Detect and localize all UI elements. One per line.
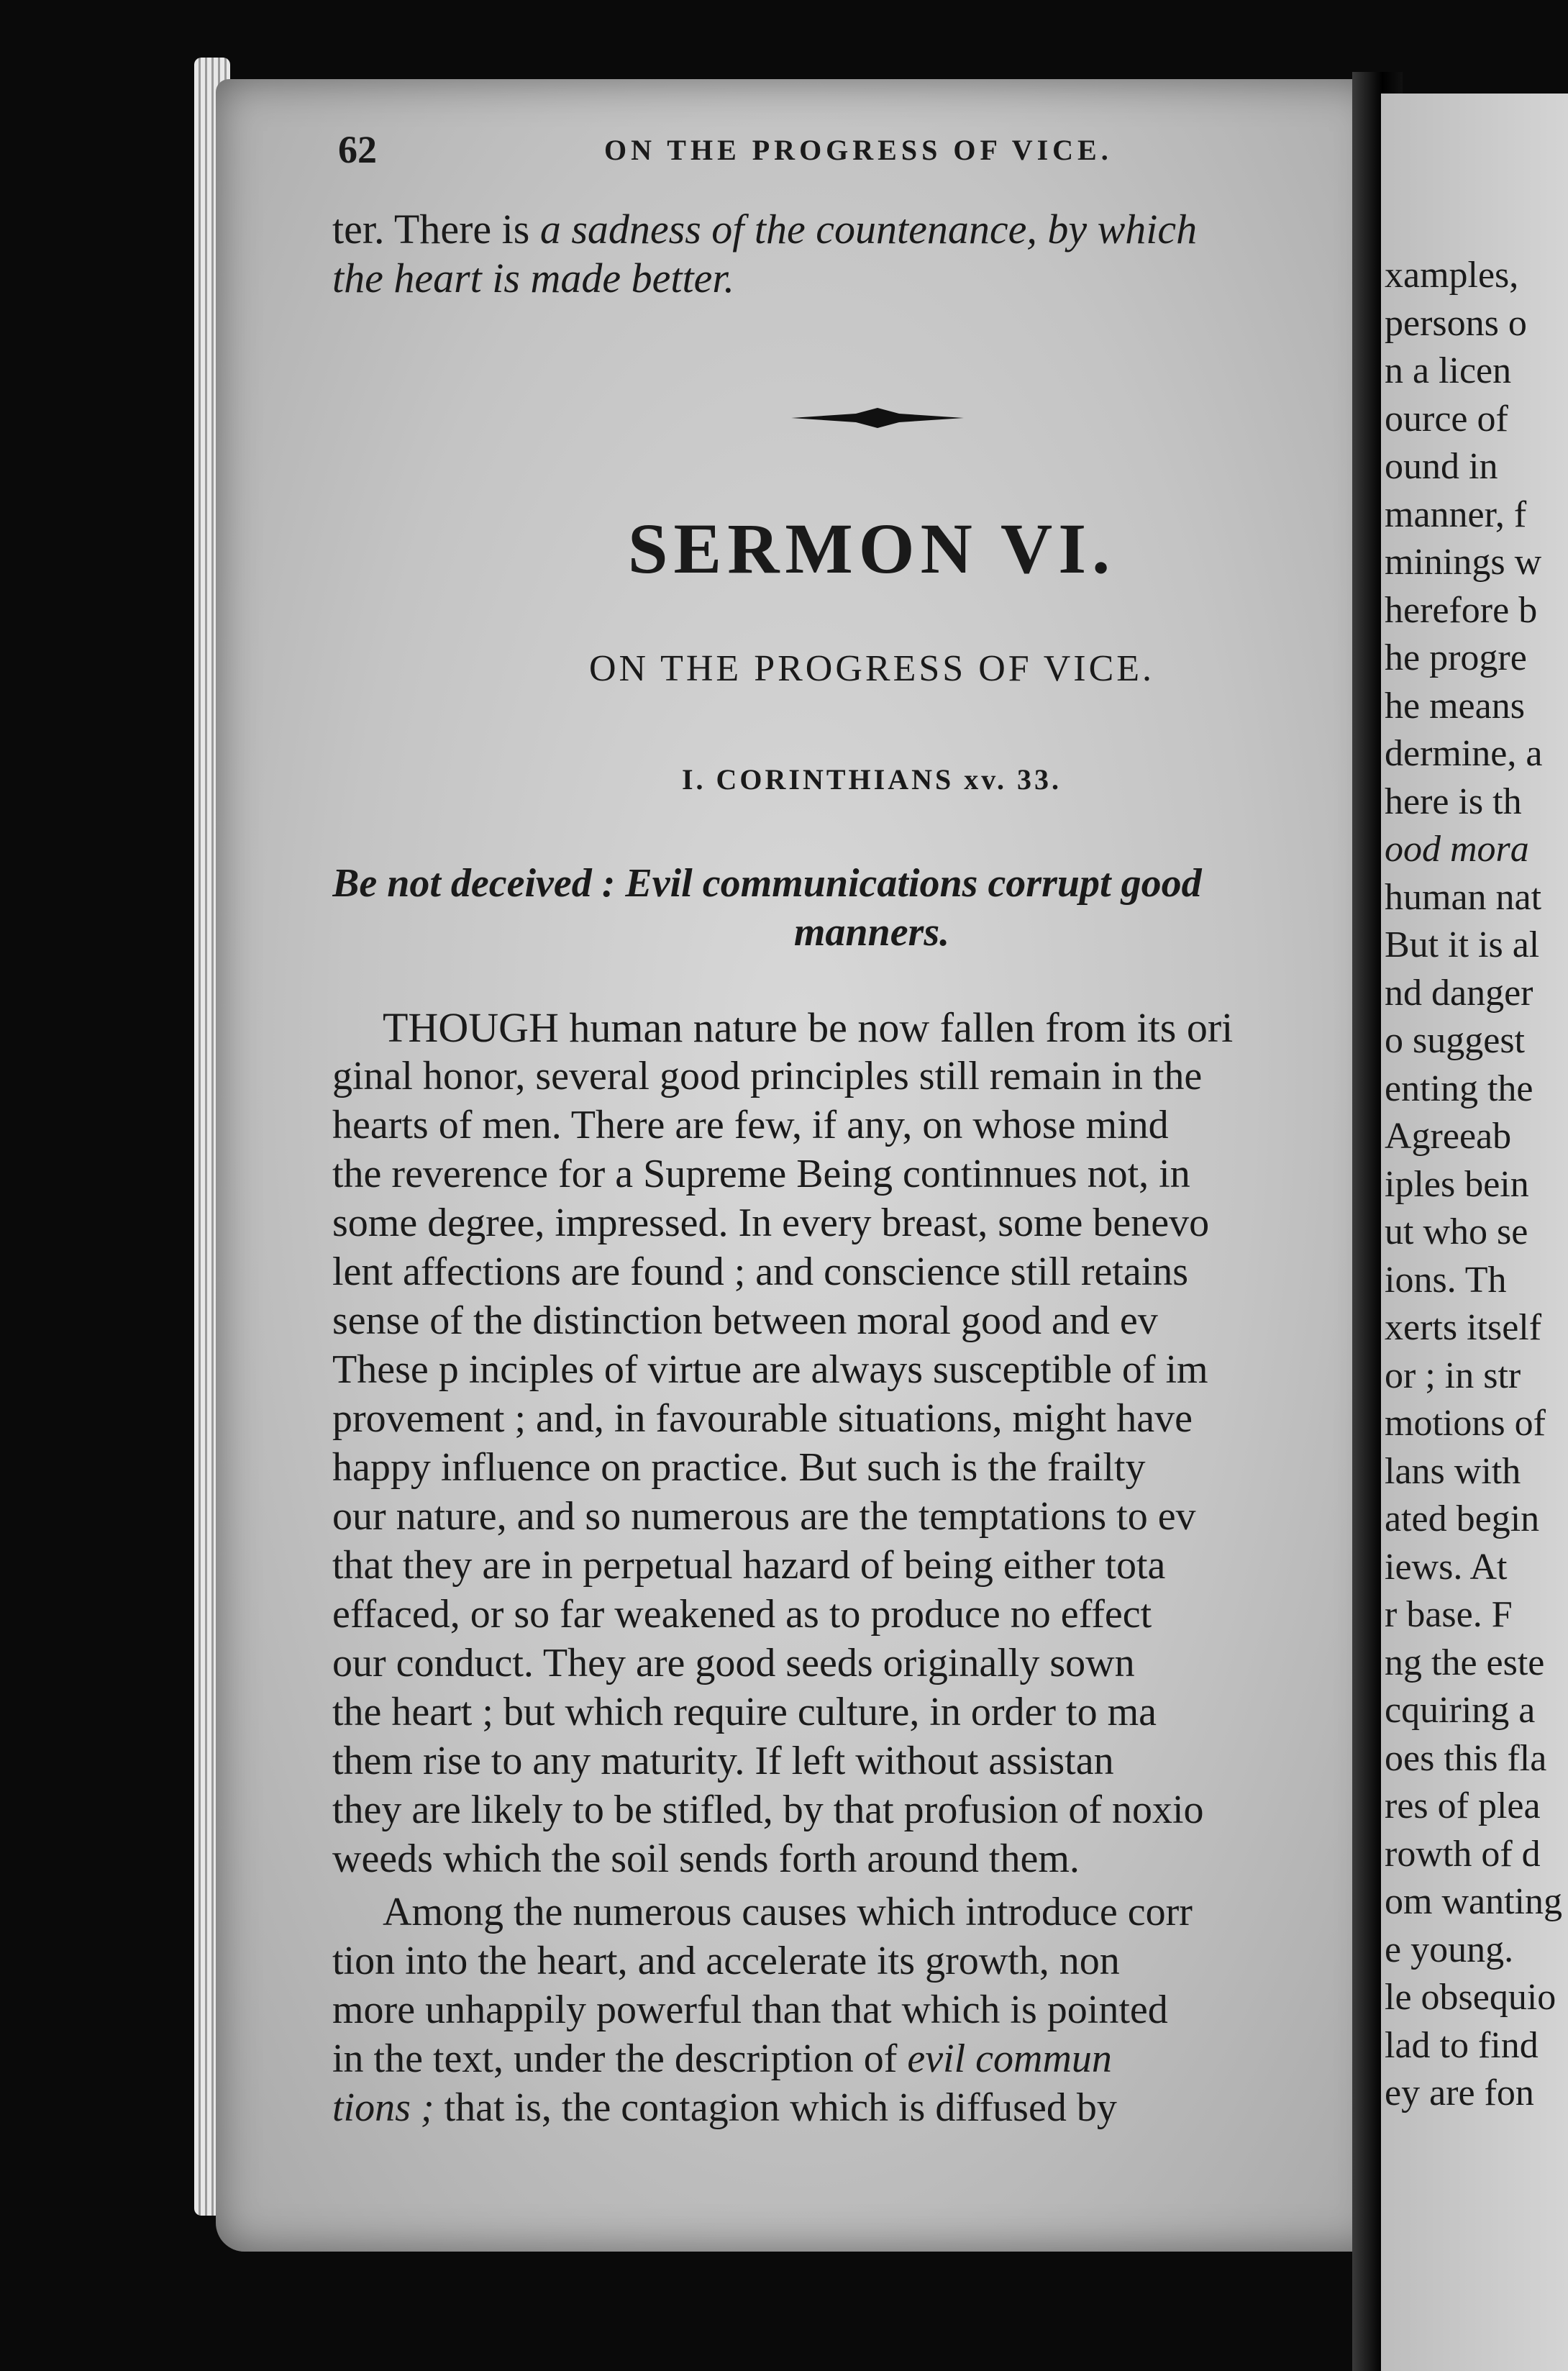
right-page-line: rowth of d: [1385, 1833, 1541, 1875]
right-page-line: oes this fla: [1385, 1737, 1547, 1779]
right-page-line: o suggest: [1385, 1020, 1525, 1061]
text-line: the heart is made better.: [332, 255, 734, 301]
text-line: Among the numerous causes which introduce corr: [383, 1890, 1193, 1934]
text-line: lent affections are found ; and conscience still retains: [332, 1250, 1189, 1294]
text-line: the reverence for a Supreme Being continnues not, in: [332, 1152, 1190, 1196]
right-page-line: ey are fon: [1385, 2072, 1534, 2113]
text-line: our conduct. They are good seeds originally sown: [332, 1641, 1135, 1685]
right-page-line: here is th: [1385, 781, 1522, 822]
sermon-title: ON THE PROGRESS OF VICE.: [588, 648, 1155, 689]
epigraph: [332, 860, 1382, 957]
text-line: happy influence on practice. But such is the frailty: [332, 1445, 1146, 1490]
right-page-line: he means: [1385, 685, 1525, 727]
text-line: ginal honor, several good principles still remain in the: [332, 1054, 1203, 1098]
right-page-line: enting the: [1385, 1068, 1533, 1109]
right-page-line: ng the este: [1385, 1642, 1545, 1683]
text-line: our nature, and so numerous are the temptations to ev: [332, 1494, 1196, 1539]
right-page-line: motions of: [1385, 1403, 1546, 1444]
right-page-line: minings w: [1385, 542, 1542, 583]
right-page-line: human nat: [1385, 876, 1542, 918]
right-page-line: ood mora: [1385, 829, 1529, 870]
text-line: more unhappily powerful than that which is pointed: [332, 1988, 1168, 2032]
paragraph-1: [332, 1004, 1382, 1884]
right-page-text-fragments: [1385, 252, 1568, 2118]
right-page-line: ated begin: [1385, 1498, 1540, 1539]
right-page-line: ource of: [1385, 398, 1508, 440]
text-line: tion into the heart, and accelerate its growth, non: [332, 1939, 1120, 1983]
scripture-reference: I. CORINTHIANS xv. 33.: [681, 763, 1062, 796]
text-line: effaced, or so far weakened as to produce no effect: [332, 1592, 1152, 1637]
right-page-line: lad to find: [1385, 2024, 1539, 2066]
right-page-line: persons o: [1385, 302, 1527, 344]
ornament-rule: [791, 406, 964, 429]
text-line: These p inciples of virtue are always susceptible of im: [332, 1347, 1208, 1392]
text-line: in the text, under the description of evil commun: [332, 2036, 1112, 2081]
right-page-line: ut who se: [1385, 1211, 1528, 1252]
text-line: tions ; that is, the contagion which is diffused by: [332, 2085, 1117, 2130]
text-line: that they are in perpetual hazard of being either tota: [332, 1543, 1166, 1588]
text-line: provement ; and, in favourable situations, might have: [332, 1396, 1193, 1441]
right-page-line: n a licen: [1385, 350, 1512, 391]
right-page-line: ions. Th: [1385, 1259, 1507, 1301]
right-page-line: iples bein: [1385, 1163, 1529, 1205]
text-line: them rise to any maturity. If left without assistan: [332, 1739, 1114, 1783]
right-page-line: But it is al: [1385, 924, 1540, 965]
text-line: hearts of men. There are few, if any, on whose mind: [332, 1103, 1169, 1147]
right-page-line: xamples,: [1385, 255, 1519, 296]
sermon-heading: SERMON VI.: [627, 509, 1116, 588]
right-page-line: he progre: [1385, 637, 1527, 678]
right-page-line: xerts itself: [1385, 1307, 1542, 1348]
right-page-line: herefore b: [1385, 589, 1538, 631]
right-page-line: manner, f: [1385, 493, 1527, 535]
right-page-line: iews. At: [1385, 1546, 1508, 1588]
right-page-line: dermine, a: [1385, 733, 1543, 774]
right-page-line: lans with: [1385, 1450, 1521, 1492]
paragraph-2: [332, 1888, 1382, 2133]
right-page-line: Agreeab: [1385, 1116, 1512, 1157]
right-page-line: nd danger: [1385, 972, 1533, 1014]
carry-over-text: [332, 205, 1382, 303]
right-page-line: res of plea: [1385, 1785, 1541, 1826]
right-page-line: r base. F: [1385, 1594, 1513, 1635]
epigraph-line: Be not deceived : Evil communications corrupt good: [332, 861, 1202, 906]
text-line: they are likely to be stifled, by that profusion of noxio: [332, 1788, 1204, 1832]
text-line: ter. There is a sadness of the countenance, by which: [332, 206, 1198, 252]
text-line: sense of the distinction between moral good and ev: [332, 1298, 1158, 1343]
right-page-line: cquiring a: [1385, 1690, 1536, 1731]
epigraph-line: manners.: [793, 910, 950, 955]
right-page-line: e young.: [1385, 1929, 1514, 1970]
text-line: some degree, impressed. In every breast, some benevo: [332, 1201, 1210, 1245]
running-title: ON THE PROGRESS OF VICE.: [604, 134, 1113, 166]
text-line: weeds which the soil sends forth around them.: [332, 1837, 1080, 1881]
right-page-line: le obsequio: [1385, 1977, 1556, 2018]
right-page-line: om wanting: [1385, 1881, 1562, 1922]
page-number: 62: [338, 128, 377, 171]
right-page-line: or ; in str: [1385, 1355, 1521, 1396]
text-line: the heart ; but which require culture, in order to ma: [332, 1690, 1157, 1734]
right-page-line: ound in: [1385, 446, 1498, 487]
text-line: THOUGH human nature be now fallen from its ori: [383, 1004, 1234, 1051]
